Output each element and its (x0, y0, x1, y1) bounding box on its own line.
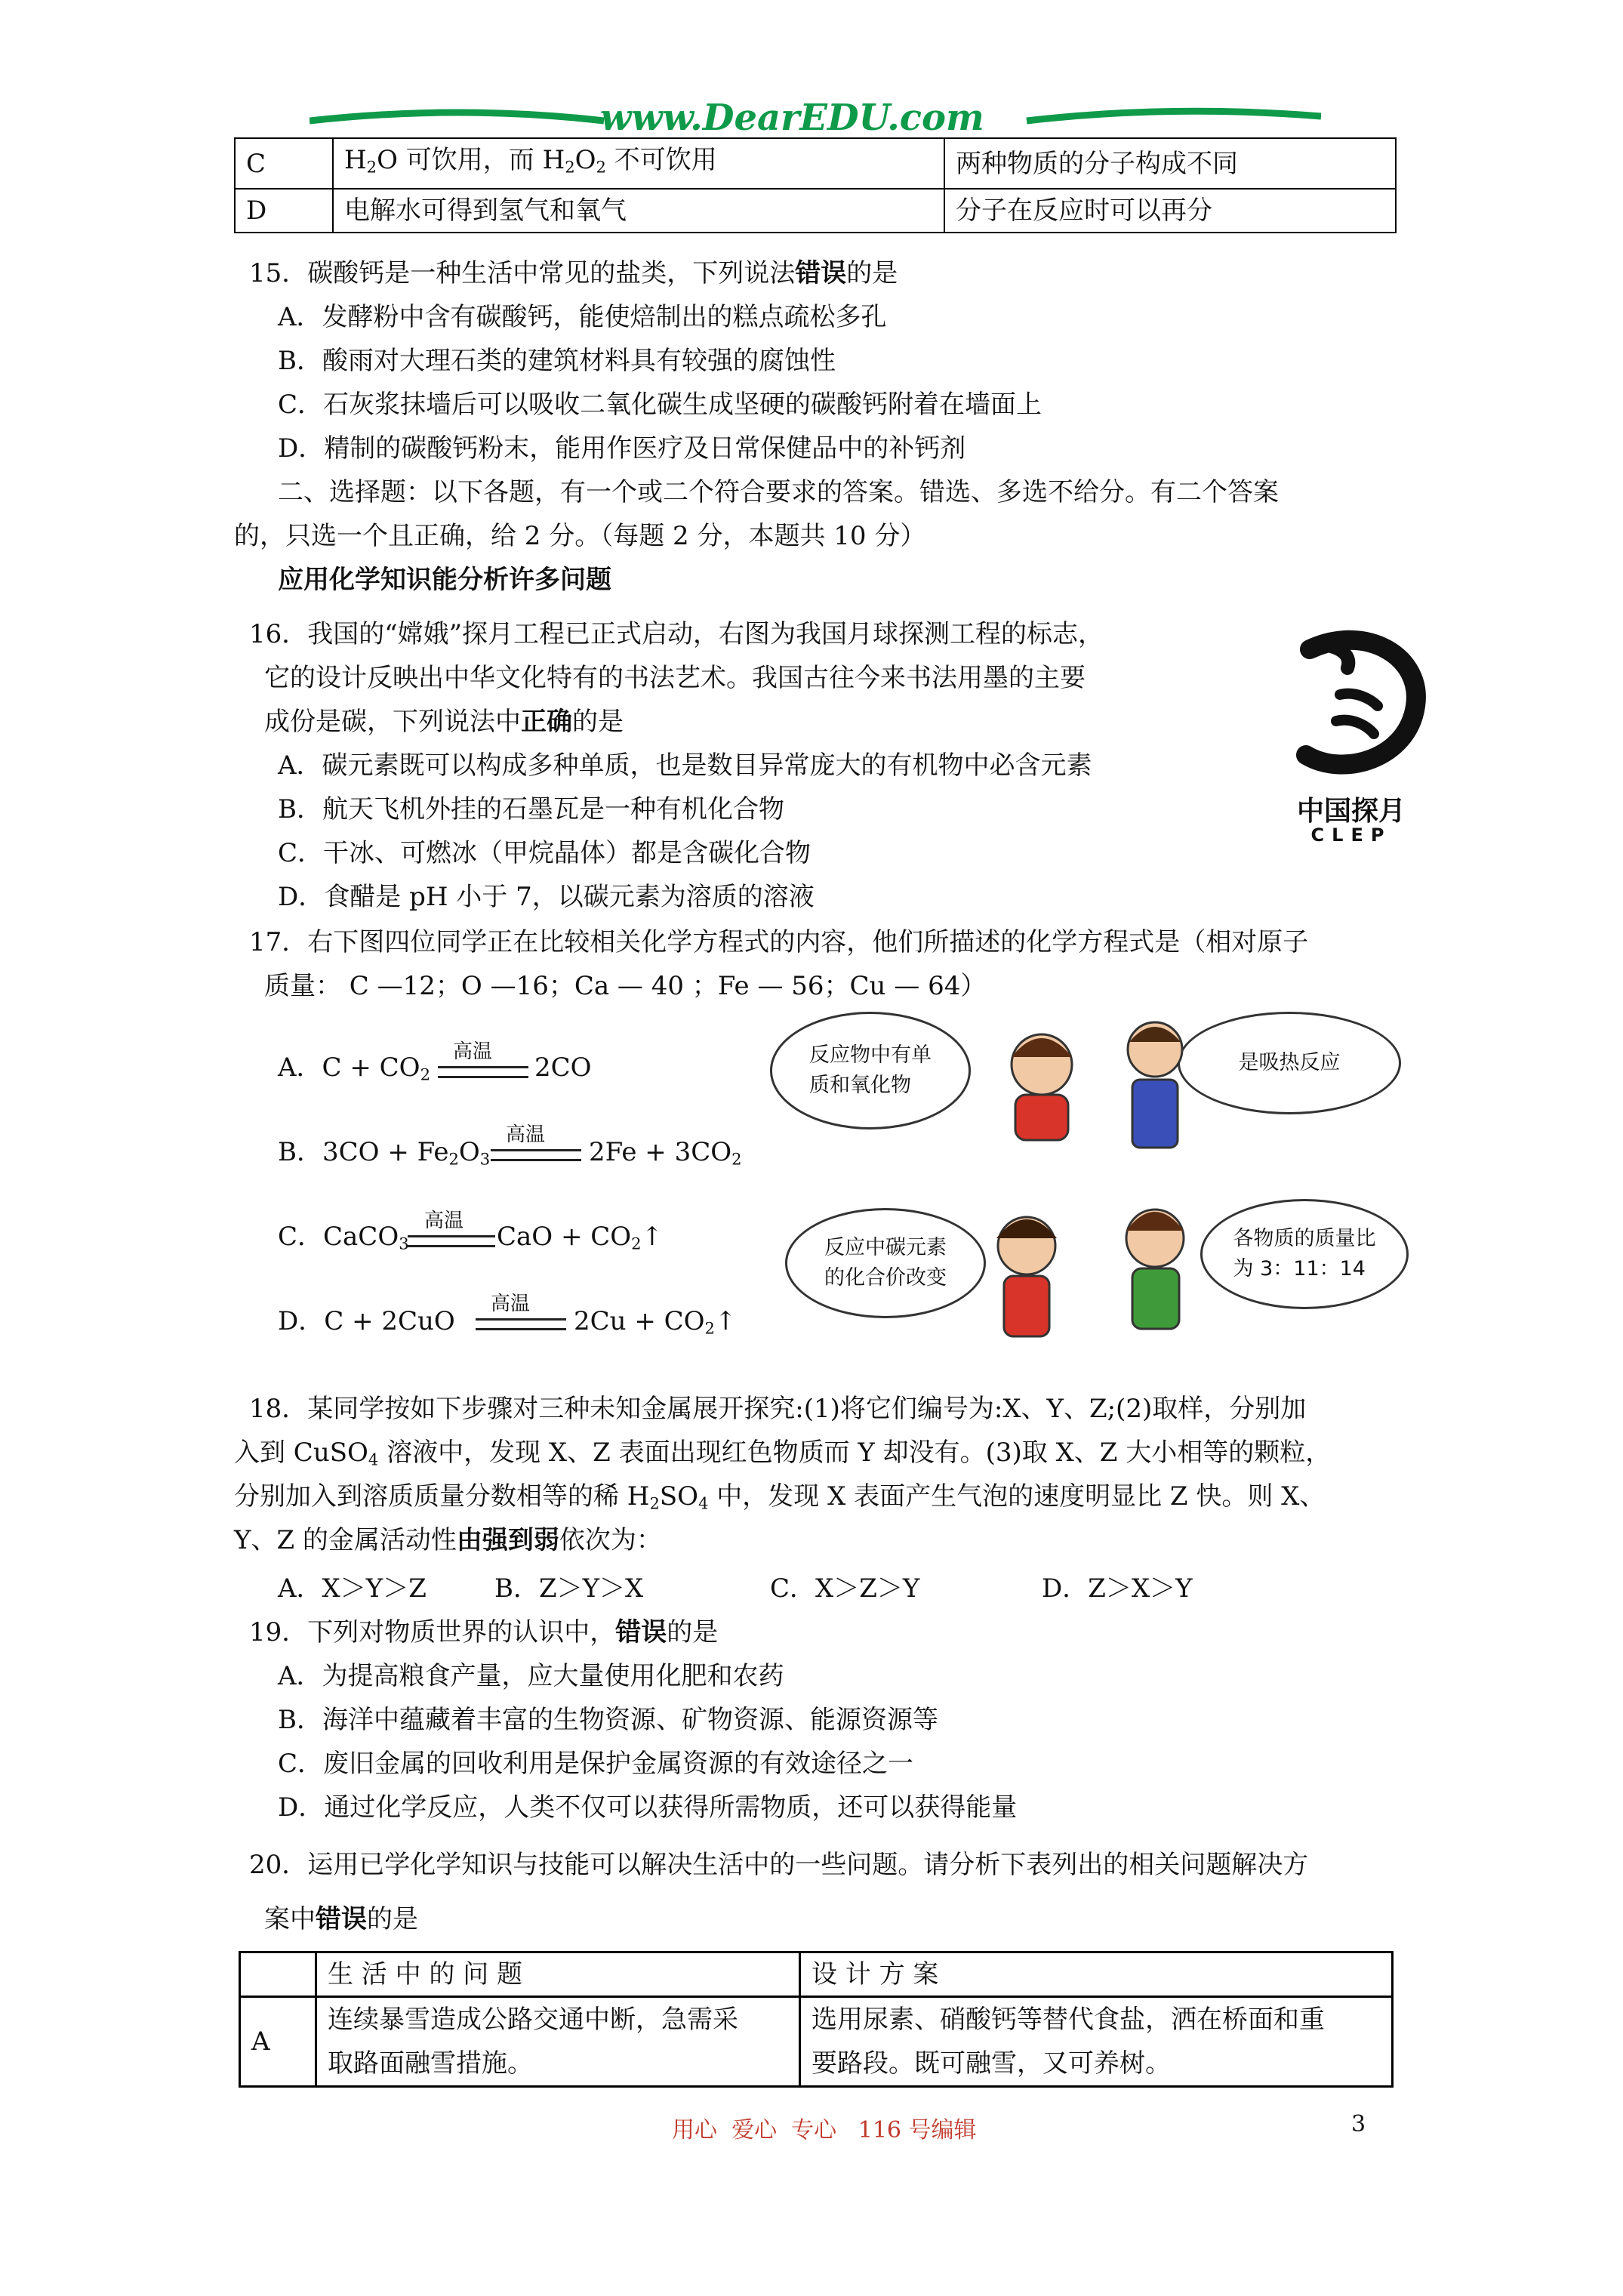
q17-line1: 17．右下图四位同学正在比较相关化学方程式的内容，他们所描述的化学方程式是（相对原子 (249, 927, 1309, 957)
q18-option-b: B．Z＞Y＞X (494, 1573, 644, 1604)
speech-bubble-1: 反应物中有单 质和氧化物 (770, 1012, 971, 1130)
condition-label: 高温 (424, 1210, 464, 1232)
gas-arrow: ↑ (714, 1306, 737, 1336)
footer-slogan: 用心 爱心 专心 116 号编辑 (672, 2117, 977, 2143)
table-row (235, 138, 1396, 189)
q16-option-a: A．碳元素既可以构成多种单质，也是数目异常庞大的有机物中必含元素 (278, 750, 1092, 781)
q16-line3: 成份是碳，下列说法中正确的是 (264, 707, 624, 737)
q20-line2: 案中错误的是 (264, 1904, 418, 1934)
speech-bubble-3: 反应中碳元素 的化合价改变 (785, 1208, 986, 1318)
top-table (234, 137, 1397, 233)
table-row (235, 189, 1396, 233)
section-2-line2: 的，只选一个且正确，给 2 分。（每题 2 分，本题共 10 分） (234, 521, 926, 551)
q19-stem: 19．下列对物质世界的认识中，错误的是 (249, 1617, 719, 1647)
q18-option-d: D．Z＞X＞Y (1042, 1573, 1193, 1604)
q15-option-b: B．酸雨对大理石类的建筑材料具有较强的腐蚀性 (278, 346, 836, 376)
q15-option-a: A．发酵粉中含有碳酸钙，能使焙制出的糕点疏松多孔 (278, 302, 887, 332)
speech-bubble-4: 各物质的质量比 为 3：11：14 (1200, 1199, 1409, 1309)
condition-label: 高温 (506, 1123, 546, 1146)
section-2-subtitle: 应用化学知识能分析许多问题 (278, 565, 611, 595)
q16-line2: 它的设计反映出中华文化特有的书法艺术。我国古往今来书法用墨的主要 (264, 663, 1086, 693)
fact-cell: $H_2O$ 可饮用，而 $H_2O_2$ 不可饮用 (333, 138, 944, 189)
equals-sign (476, 1318, 566, 1330)
q19-option-a: A．为提高粮食产量，应大量使用化肥和农药 (278, 1661, 784, 1691)
q16-option-d: D．食醋是 pH 小于 7，以碳元素为溶质的溶液 (278, 882, 815, 912)
equals-sign (408, 1235, 495, 1247)
explain-cell: 分子在反应时可以再分 (944, 189, 1396, 233)
q19-option-d: D．通过化学反应，人类不仅可以获得所需物质，还可以获得能量 (278, 1792, 1018, 1823)
q15-option-c: C．石灰浆抹墙后可以吸收二氧化碳生成坚硬的碳酸钙附着在墙面上 (278, 390, 1042, 420)
speech-bubble-2: 是吸热反应 (1178, 1012, 1401, 1114)
page-number: 3 (1351, 2111, 1366, 2137)
q19-option-c: C．废旧金属的回收利用是保护金属资源的有效途径之一 (278, 1749, 914, 1779)
condition-label: 高温 (491, 1293, 531, 1315)
column-header: 设 计 方 案 (800, 1952, 1393, 1997)
q15-option-d: D．精制的碳酸钙粉末，能用作医疗及日常保健品中的补钙剂 (278, 433, 966, 464)
row-label: D (235, 189, 333, 233)
equals-sign (491, 1149, 581, 1161)
q18-line4: Y、Z 的金属活动性由强到弱依次为： (234, 1525, 662, 1555)
q16-line1: 16．我国的“嫦娥”探月工程已正式启动，右图为我国月球探测工程的标志， (249, 619, 1104, 649)
q20-table (239, 1951, 1394, 2088)
problem-cell: 连续暴雪造成公路交通中断，急需采 取路面融雪措施。 (316, 1997, 800, 2087)
equals-sign (438, 1066, 528, 1078)
q17-line2: 质量： C —12；O —16；Ca — 40 ；Fe — 56；Cu — 64） (264, 971, 987, 1001)
site-logo: www.DearEDU.com (600, 97, 984, 139)
logo-text-cn: 中国探月 (1296, 796, 1406, 827)
row-label: C (235, 138, 333, 189)
explain-cell: 两种物质的分子构成不同 (944, 138, 1396, 189)
moon-calligraphy-icon (1276, 627, 1427, 778)
column-header: 生 活 中 的 问 题 (316, 1952, 800, 1997)
table-header-row (240, 1952, 1393, 1997)
q18-option-c: C．X＞Z＞Y (770, 1573, 920, 1604)
q18-option-a: A．X＞Y＞Z (278, 1573, 427, 1604)
q18-line2: 入到 CuSO$_4$ 溶液中，发现 X、Z 表面出现红色物质而 Y 却没有。(3)取 X、Z 大小相等的颗粒， (234, 1438, 1332, 1469)
table-row (240, 1997, 1393, 2087)
condition-label: 高温 (453, 1040, 493, 1063)
students-illustration (981, 1012, 1208, 1344)
q20-line1: 20．运用已学化学知识与技能可以解决生活中的一些问题。请分析下表列出的相关问题解决方 (249, 1850, 1309, 1880)
row-label: A (240, 1997, 316, 2087)
q18-line3: 分别加入到溶质质量分数相等的稀 $H_2SO_4$ 中，发现 X 表面产生气泡的速度明显比 Z 快。则 X、 (234, 1481, 1326, 1513)
q16-option-c: C．干冰、可燃冰（甲烷晶体）都是含碳化合物 (278, 838, 812, 868)
q15-stem: 15．碳酸钙是一种生活中常见的盐类，下列说法错误的是 (249, 258, 898, 288)
logo-text-en: CLEP (1310, 824, 1392, 846)
solution-cell: 选用尿素、硝酸钙等替代食盐，洒在桥面和重 要路段。既可融雪，又可养树。 (800, 1997, 1393, 2087)
q19-option-b: B．海洋中蕴藏着丰富的生物资源、矿物资源、能源资源等 (278, 1705, 938, 1735)
q18-line1: 18．某同学按如下步骤对三种未知金属展开探究:(1)将它们编号为:X、Y、Z;(2)取样，分别加 (249, 1394, 1307, 1424)
fact-cell: 电解水可得到氢气和氧气 (333, 189, 944, 233)
section-2-line1: 二、选择题：以下各题，有一个或二个符合要求的答案。错选、多选不给分。有二个答案 (278, 477, 1279, 507)
gas-arrow: ↑ (641, 1222, 664, 1252)
q16-option-b: B．航天飞机外挂的石墨瓦是一种有机化合物 (278, 794, 784, 824)
